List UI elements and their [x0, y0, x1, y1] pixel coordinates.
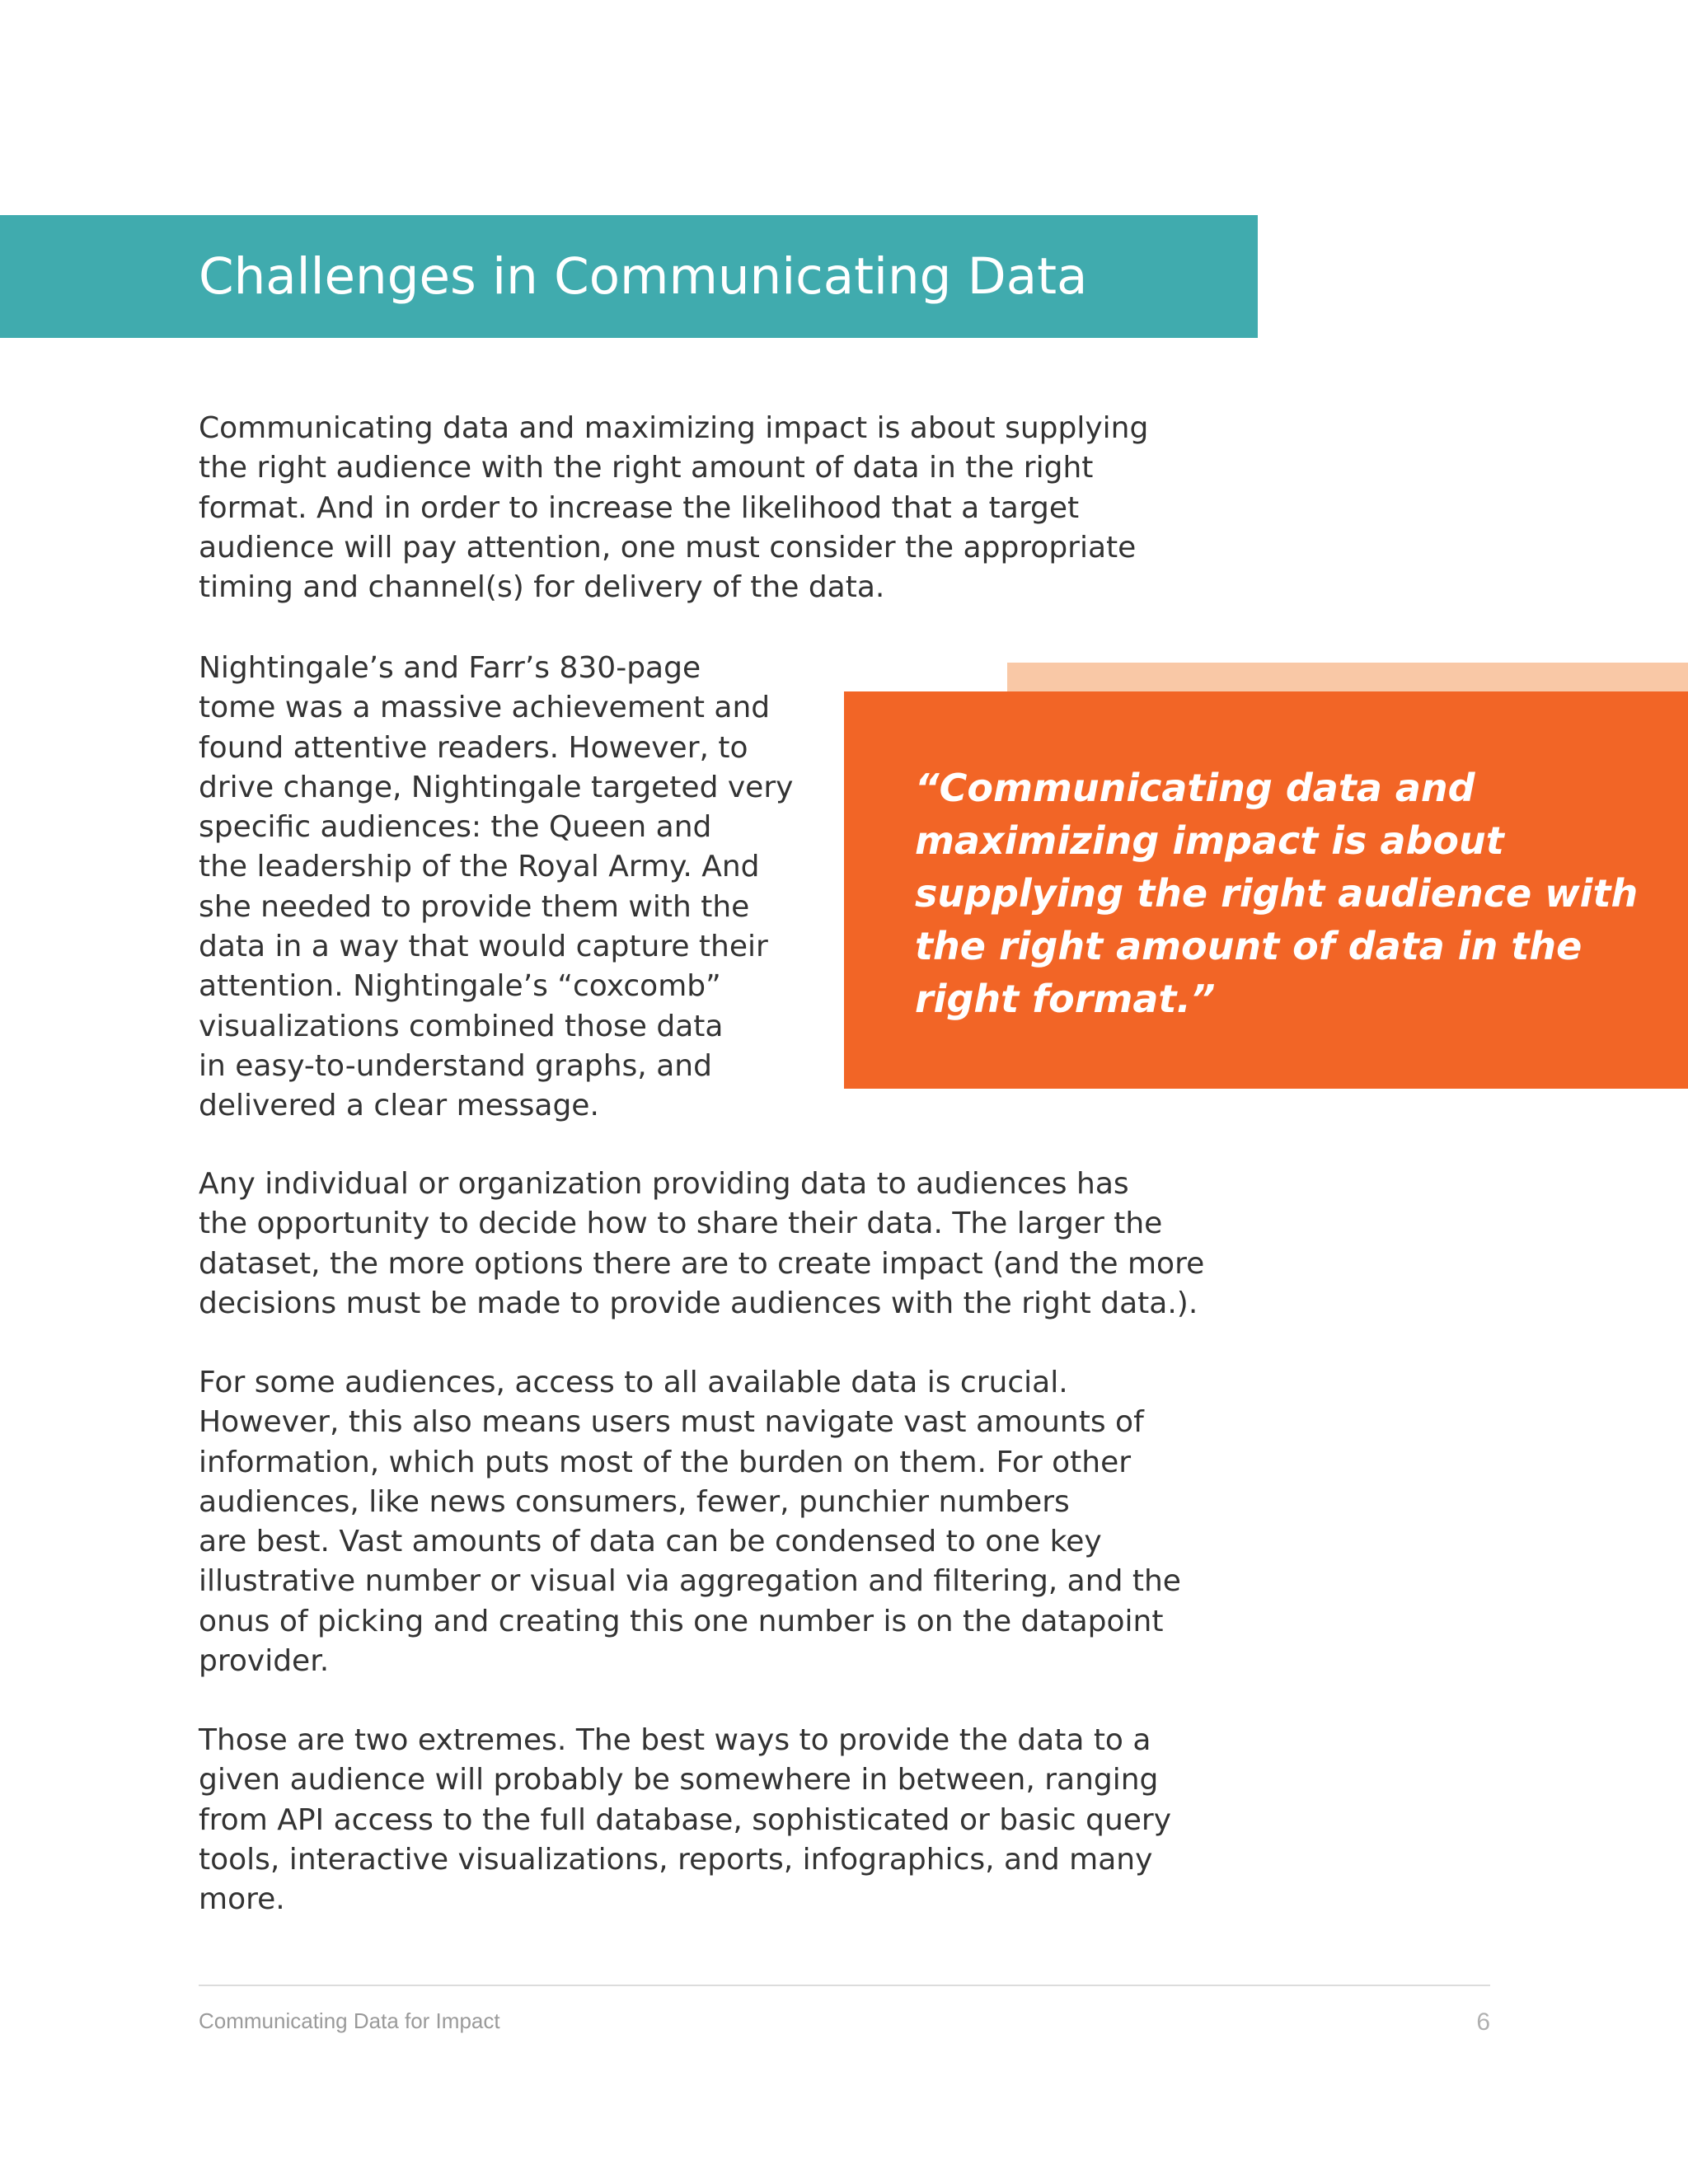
- title-banner: [0, 215, 1258, 338]
- body-paragraph-3: Any individual or organization providing data to audiences has the opportunity to decide how to share their data. The larger the dataset, the more options there are to create impact (and the more decisions must be made to provide audiences with the right data.).: [199, 1167, 1205, 1320]
- pull-quote-box: [844, 691, 1688, 1089]
- body-paragraph-4: For some audiences, access to all available data is crucial. However, this also means users must navigate vast amounts of information, which puts most of the burden on them. For other audiences, like news consumers, fewer, punchier numbers are best. Vast amounts of data can be condensed to one key illustrative number or visual via aggregation and filtering, and the onus of picking and creating this one number is on the datapoint provider.: [199, 1366, 1181, 1679]
- body-paragraph-1: Communicating data and maximizing impact is about supplying the right audience with the right amount of data in the right format. And in order to increase the likelihood that a target audience will pay attention, one must consider the appropriate timing and channel(s) for delivery of the data.: [199, 411, 1149, 605]
- page-number: 6: [1476, 2008, 1490, 2036]
- pull-quote-text: “Communicating data and maximizing impact is about supplying the right audience with the right amount of data in the right format.”: [915, 766, 1639, 1021]
- page-title: Challenges in Communicating Data: [199, 247, 1088, 306]
- body-paragraph-5: Those are two extremes. The best ways to provide the data to a given audience will probably be somewhere in between, ranging from API access to the full database, sophisticated or basic query tools, interactive visualizations, reports, infographics, and many more.: [199, 1723, 1172, 1917]
- footer-divider: [199, 1985, 1490, 1986]
- footer-document-title: Communicating Data for Impact: [199, 2008, 500, 2033]
- body-paragraph-2: Nightingale’s and Farr’s 830-page tome was a massive achievement and found attentive readers. However, to drive change, Nightingale targeted very specific audiences: the Queen and the leadership of the Royal Army. And she needed to provide them with the data in a way that would capture their attention. Nightingale’s “coxcomb” visualizations combined those data in easy-to-understand graphs, and delivered a clear message.: [199, 651, 794, 1123]
